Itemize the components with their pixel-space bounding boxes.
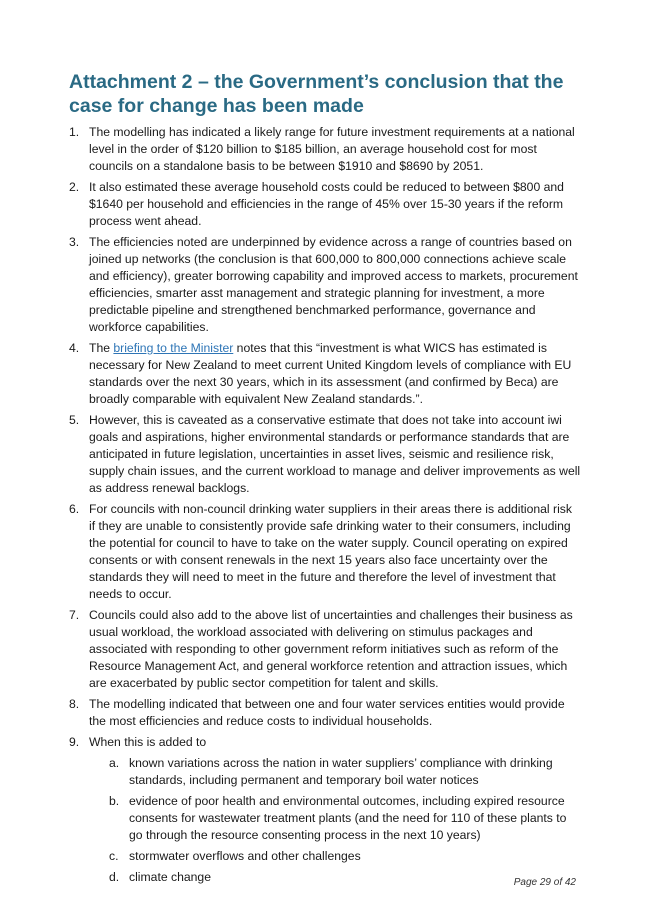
item-number: 4. (69, 341, 80, 355)
item-number: 6. (69, 502, 80, 516)
list-item (69, 501, 581, 603)
sublist-label: b. (109, 794, 120, 808)
sublist-text: known variations across the nation in water suppliers’ compliance with drinking standards, including permanent and temporary boil water notices (129, 756, 553, 787)
item-text-before: The (89, 341, 114, 355)
sublist-item (89, 793, 581, 844)
item-number: 1. (69, 125, 80, 139)
page-title: Attachment 2 – the Government’s conclusion that the case for change has been made (69, 71, 564, 117)
item-number: 7. (69, 608, 80, 622)
item-number: 9. (69, 735, 80, 749)
sublist-item (89, 848, 581, 865)
list-item (69, 734, 581, 886)
list-item (69, 340, 581, 408)
lettered-sublist (89, 755, 581, 886)
item-text-after: notes that this “investment is what WICS has estimated is necessary for New Zealand to meet current United Kingdom levels of compliance with EU standards over the next 30 years, which in its assessment (and confirmed by Beca) are broadly comparable with equivalent New Zealand standards.”. (89, 341, 572, 406)
item-text: For councils with non-council drinking water suppliers in their areas there is additional risk if they are unable to consistently provide safe drinking water to their consumers, including the potential for council to have to take on the water supply. Council operating on expired consents or with consent renewals in the next 15 years also face uncertainty over the standards they will need to meet in the future and therefore the level of investment that needs to occur. (89, 502, 572, 601)
sublist-item (89, 755, 581, 789)
item-text: The modelling has indicated a likely range for future investment requirements at a national level in the order of $120 billion to $185 billion, an average household cost for most councils on a standalone basis to be between $1910 and $8690 by 2051. (89, 125, 575, 173)
item-number: 8. (69, 697, 80, 711)
sublist-text: climate change (129, 870, 211, 884)
list-item (69, 412, 581, 497)
item-text: When this is added to (89, 735, 207, 749)
item-text: It also estimated these average household costs could be reduced to between $800 and $1640 per household and efficiencies in the range of 45% over 15-30 years if the reform process went ahead. (89, 180, 564, 228)
item-number: 5. (69, 413, 80, 427)
sublist-label: a. (109, 756, 120, 770)
sublist-item (89, 869, 581, 886)
list-item (69, 234, 581, 336)
sublist-label: c. (109, 849, 119, 863)
item-text: The modelling indicated that between one and four water services entities would provide the most efficiencies and reduce costs to individual households. (89, 697, 565, 728)
item-number: 3. (69, 235, 80, 249)
sublist-text: evidence of poor health and environmental outcomes, including expired resource consents for wastewater treatment plants (and the need for 110 of these plants to go through the resource consenting process in the next 10 years) (129, 794, 567, 842)
numbered-list (69, 124, 581, 890)
list-item (69, 179, 581, 230)
item-text: However, this is caveated as a conservative estimate that does not take into account iwi goals and aspirations, higher environmental standards or performance standards that are anticipated in future legislation, uncertainties in asset lives, seismic and resilience risk, supply chain issues, and the current workload to manage and deliver improvements as well as address renewal backlogs. (89, 413, 581, 495)
sublist-label: d. (109, 870, 120, 884)
item-text: The efficiencies noted are underpinned by evidence across a range of countries based on joined up networks (the conclusion is that 600,000 to 800,000 connections achieve scale and efficiency), greater borrowing capability and improved access to markets, procurement efficiencies, smarter asst management and strategic planning for investment, a more predictable pipeline and strengthened benchmarked performance, governance and workforce capabilities. (89, 235, 578, 334)
page-number-footer: Page 29 of 42 (513, 877, 576, 888)
item-number: 2. (69, 180, 80, 194)
list-item (69, 696, 581, 730)
item-text: Councils could also add to the above list of uncertainties and challenges their business as usual workload, the workload associated with delivering on stimulus packages and associated with responding to other government reform initiatives such as reform of the Resource Management Act, and general workforce retention and attraction issues, which are exacerbated by public sector competition for talent and skills. (89, 608, 573, 690)
sublist-text: stormwater overflows and other challenges (129, 849, 361, 863)
list-item (69, 124, 581, 175)
briefing-to-minister-link[interactable]: briefing to the Minister (113, 341, 234, 355)
list-item (69, 607, 581, 692)
